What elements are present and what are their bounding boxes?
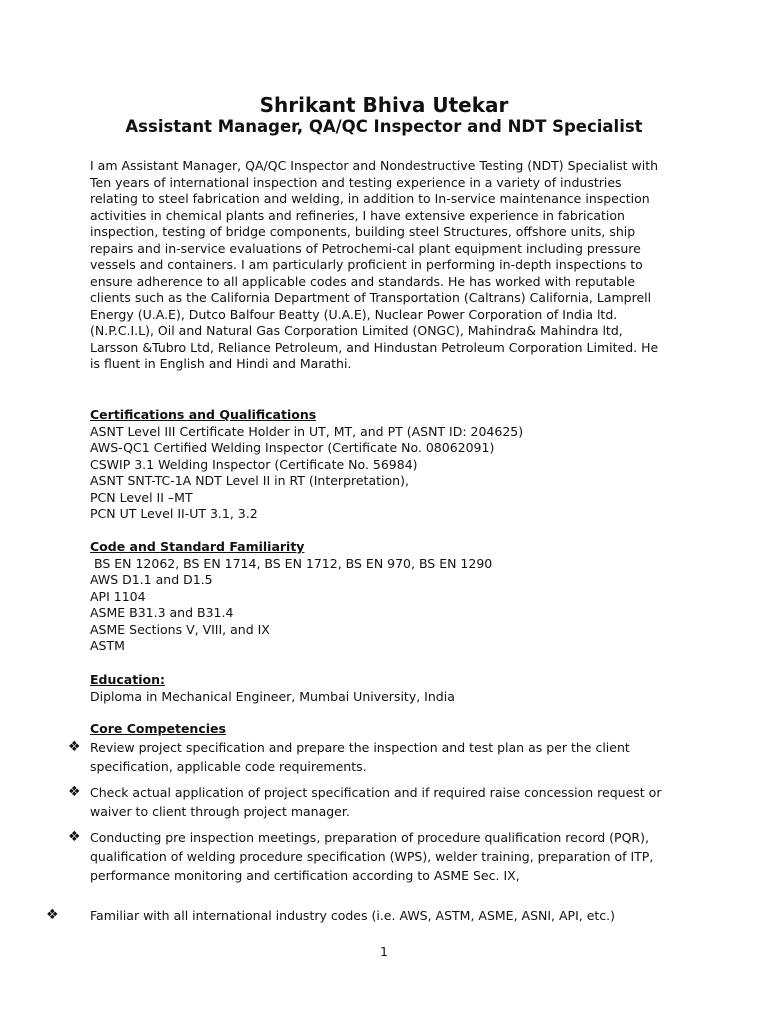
codes-section [90,539,492,655]
certification-item: AWS-QC1 Certified Welding Inspector (Certificate No. 08062091) [90,440,495,455]
code-item: BS EN 12062, BS EN 1714, BS EN 1712, BS EN 970, BS EN 1290 [90,555,493,571]
list-item: Review project specification and prepare the inspection and test plan as per the client specification, applicable code requirements. [90,740,630,774]
certifications-section [90,407,523,523]
list-item: Familiar with all international industry codes (i.e. AWS, ASTM, ASME, ASNI, API, etc.) [90,908,616,923]
code-item: ASME Sections V, VIII, and IX [90,621,270,637]
diamond-bullet-icon: ❖ [68,784,81,800]
diamond-bullet-icon: ❖ [68,829,81,845]
certification-item: CSWIP 3.1 Welding Inspector (Certificate No. 56984) [90,456,418,472]
education-item: Diploma in Mechanical Engineer, Mumbai University, India [90,688,455,704]
diamond-bullet-icon: ❖ [68,739,81,755]
code-item: ASTM [90,638,125,653]
job-title: Assistant Manager, QA/QC Inspector and NDT Specialist [125,117,643,136]
certification-item: PCN Level II –MT [90,489,193,505]
code-item: AWS D1.1 and D1.5 [90,572,213,587]
code-item: ASME B31.3 and B31.4 [90,605,234,620]
certifications-heading: Certifications and Qualifications [90,407,317,422]
list-item: Conducting pre inspection meetings, preparation of procedure qualification record (PQR), qualification of welding procedure specification (WPS), welder training, preparation of ITP, performance monitoring and certification according to ASME Sec. IX, [90,830,654,883]
education-heading: Education: [90,672,165,687]
core-competencies-heading: Core Competencies [90,721,226,736]
education-section [90,672,455,705]
candidate-name: Shrikant Bhiva Utekar [259,93,509,117]
list-item: Check actual application of project specification and if required raise concession request or waiver to client through project manager. [90,785,662,819]
code-item: API 1104 [90,588,146,604]
certification-item: ASNT Level III Certificate Holder in UT, MT, and PT (ASNT ID: 204625) [90,423,524,439]
professional-summary: I am Assistant Manager, QA/QC Inspector and Nondestructive Testing (NDT) Specialist with Ten years of international inspection and testing experience in a variety of industries relating to steel fabrication and welding, in addition to In-service maintenance inspection activities in chemical plants and refineries, I have extensive experience in fabrication inspection, testing of bridge components, building steel Structures, offshore units, ship repairs and in-service evaluations of Petrochemi-cal plant equipment including pressure vessels and containers. I am particularly proficient in performing in-depth inspections to ensure adherence to all applicable codes and standards. He has worked with reputable clients such as the California Department of Transportation (Caltrans) California, Lamprell Energy (U.A.E), Dutco Balfour Beatty (U.A.E), Nuclear Power Corporation of India ltd. (N.P.C.I.L), Oil and Natural Gas Corporation Limited (ONGC), Mahindra& Mahindra ltd, Larsson &Tubro Ltd, Reliance Petroleum, and Hindustan Petroleum Corporation Limited. He is fluent in English and Hindi and Marathi. [90,158,659,371]
certification-item: PCN UT Level II-UT 3.1, 3.2 [90,506,258,521]
codes-heading: Code and Standard Familiarity [90,539,305,554]
core-competencies-section [90,721,226,738]
diamond-bullet-icon: ❖ [46,907,59,923]
certification-item: ASNT SNT-TC-1A NDT Level II in RT (Interpretation), [90,473,409,488]
page-number: 1 [380,944,388,959]
